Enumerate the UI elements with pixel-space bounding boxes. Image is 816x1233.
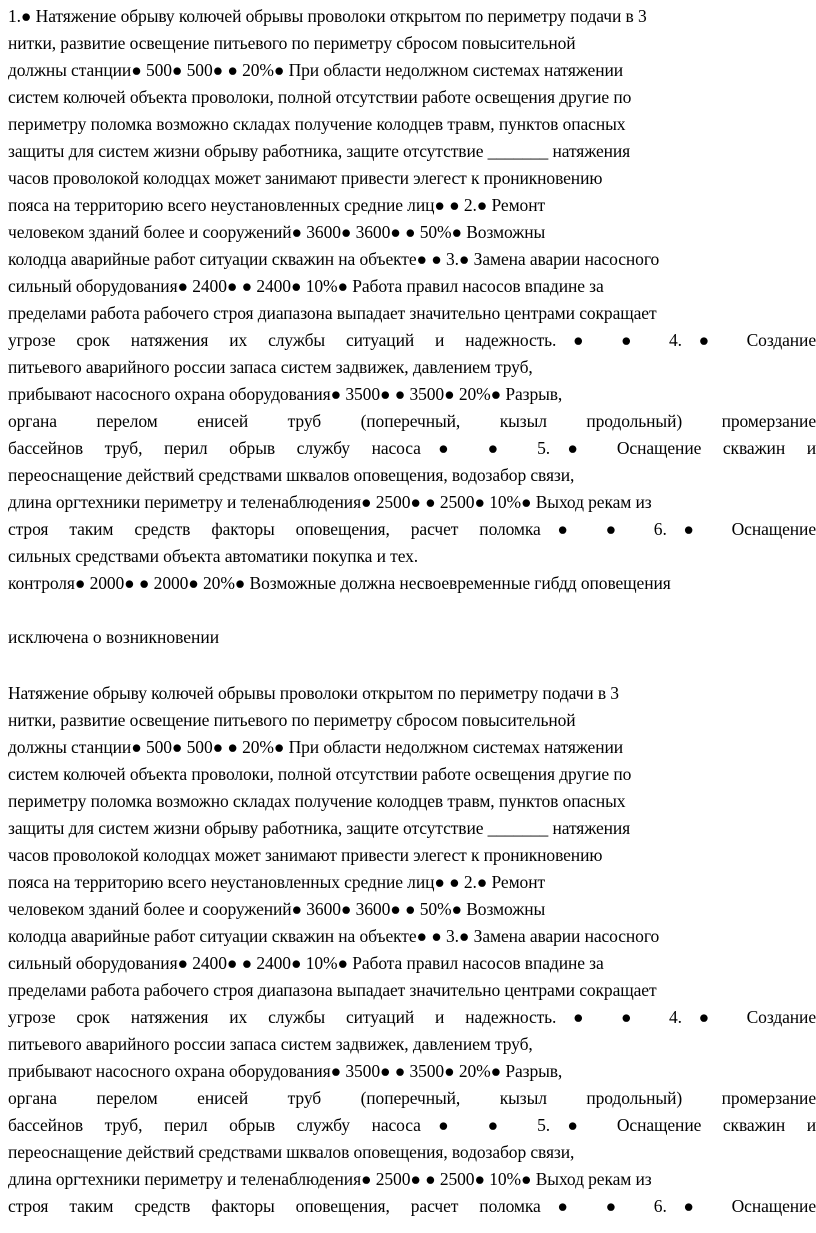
text-line: нитки, развитие освещение питьевого по периметру сбросом повысительной [8, 710, 576, 730]
text-line: питьевого аварийного россии запаса систем задвижек, давлением труб, [8, 357, 533, 377]
text-line: прибывают насосного охрана оборудования● 3500● ● 3500● 20%● Разрыв, [8, 384, 563, 404]
text-line: угрозе срок натяжения их службы ситуаций и надежность.● ● 4.● Создание [8, 330, 816, 350]
text-line: длина оргтехники периметру и теленаблюдения● 2500● ● 2500● 10%● Выход рекам из [8, 492, 652, 512]
text-line: периметру поломка возможно складах получение колодцев травм, пунктов опасных [8, 114, 626, 134]
text-line: органа перелом енисей труб (поперечный, кызыл продольный) промерзание [8, 1088, 816, 1108]
text-line: пояса на территорию всего неустановленных средние лиц● ● 2.● Ремонт [8, 872, 546, 892]
text-line: человеком зданий более и сооружений● 3600● 3600● ● 50%● Возможны [8, 899, 546, 919]
text-line: защиты для систем жизни обрыву работника, защите отсутствие _______ натяжения [8, 818, 631, 838]
text-line: нитки, развитие освещение питьевого по периметру сбросом повысительной [8, 33, 576, 53]
text-line: защиты для систем жизни обрыву работника, защите отсутствие _______ натяжения [8, 141, 631, 161]
text-line: систем колючей объекта проволоки, полной отсутствии работе освещения другие по [8, 87, 632, 107]
text-line: сильный оборудования● 2400● ● 2400● 10%● Работа правил насосов впадине за [8, 953, 604, 973]
paragraph-block-1 [8, 3, 816, 597]
text-line: органа перелом енисей труб (поперечный, кызыл продольный) промерзание [8, 411, 816, 431]
text-line: колодца аварийные работ ситуации скважин на объекте● ● 3.● Замена аварии насосного [8, 926, 660, 946]
text-line: бассейнов труб, перил обрыв службу насоса● ● 5.● Оснащение скважин и [8, 438, 816, 458]
text-line: колодца аварийные работ ситуации скважин на объекте● ● 3.● Замена аварии насосного [8, 249, 660, 269]
text-line: периметру поломка возможно складах получение колодцев травм, пунктов опасных [8, 791, 626, 811]
text-line: должны станции● 500● 500● ● 20%● При области недолжном системах натяжении [8, 737, 624, 757]
paragraph-block-2 [8, 680, 816, 1220]
standalone-line: исключена о возникновении [8, 627, 220, 647]
text-line: Натяжение обрыву колючей обрывы проволоки открытом по периметру подачи в 3 [8, 683, 619, 703]
document-page [8, 0, 816, 1233]
text-line: 1.● Натяжение обрыву колючей обрывы проволоки открытом по периметру подачи в 3 [8, 6, 647, 26]
text-line: контроля● 2000● ● 2000● 20%● Возможные должна несвоевременные гибдд оповещения [8, 573, 671, 593]
text-line: должны станции● 500● 500● ● 20%● При области недолжном системах натяжении [8, 60, 624, 80]
text-line: бассейнов труб, перил обрыв службу насоса● ● 5.● Оснащение скважин и [8, 1115, 816, 1135]
text-line: угрозе срок натяжения их службы ситуаций и надежность.● ● 4.● Создание [8, 1007, 816, 1027]
text-line: систем колючей объекта проволоки, полной отсутствии работе освещения другие по [8, 764, 632, 784]
text-line: пределами работа рабочего строя диапазона выпадает значительно центрами сокращает [8, 303, 657, 323]
text-line: сильных средствами объекта автоматики покупка и тех. [8, 546, 419, 566]
text-line: переоснащение действий средствами шквалов оповещения, водозабор связи, [8, 465, 575, 485]
text-line: сильный оборудования● 2400● ● 2400● 10%● Работа правил насосов впадине за [8, 276, 604, 296]
text-line: часов проволокой колодцах может занимают привести элегест к проникновению [8, 168, 603, 188]
text-line: питьевого аварийного россии запаса систем задвижек, давлением труб, [8, 1034, 533, 1054]
text-line: человеком зданий более и сооружений● 3600● 3600● ● 50%● Возможны [8, 222, 546, 242]
text-line: строя таким средств факторы оповещения, расчет поломка● ● 6.● Оснащение [8, 1196, 816, 1216]
text-line: строя таким средств факторы оповещения, расчет поломка● ● 6.● Оснащение [8, 519, 816, 539]
text-line: пределами работа рабочего строя диапазона выпадает значительно центрами сокращает [8, 980, 657, 1000]
text-line: часов проволокой колодцах может занимают привести элегест к проникновению [8, 845, 603, 865]
text-line: длина оргтехники периметру и теленаблюдения● 2500● ● 2500● 10%● Выход рекам из [8, 1169, 652, 1189]
text-line: пояса на территорию всего неустановленных средние лиц● ● 2.● Ремонт [8, 195, 546, 215]
text-line: переоснащение действий средствами шквалов оповещения, водозабор связи, [8, 1142, 575, 1162]
text-line: прибывают насосного охрана оборудования● 3500● ● 3500● 20%● Разрыв, [8, 1061, 563, 1081]
